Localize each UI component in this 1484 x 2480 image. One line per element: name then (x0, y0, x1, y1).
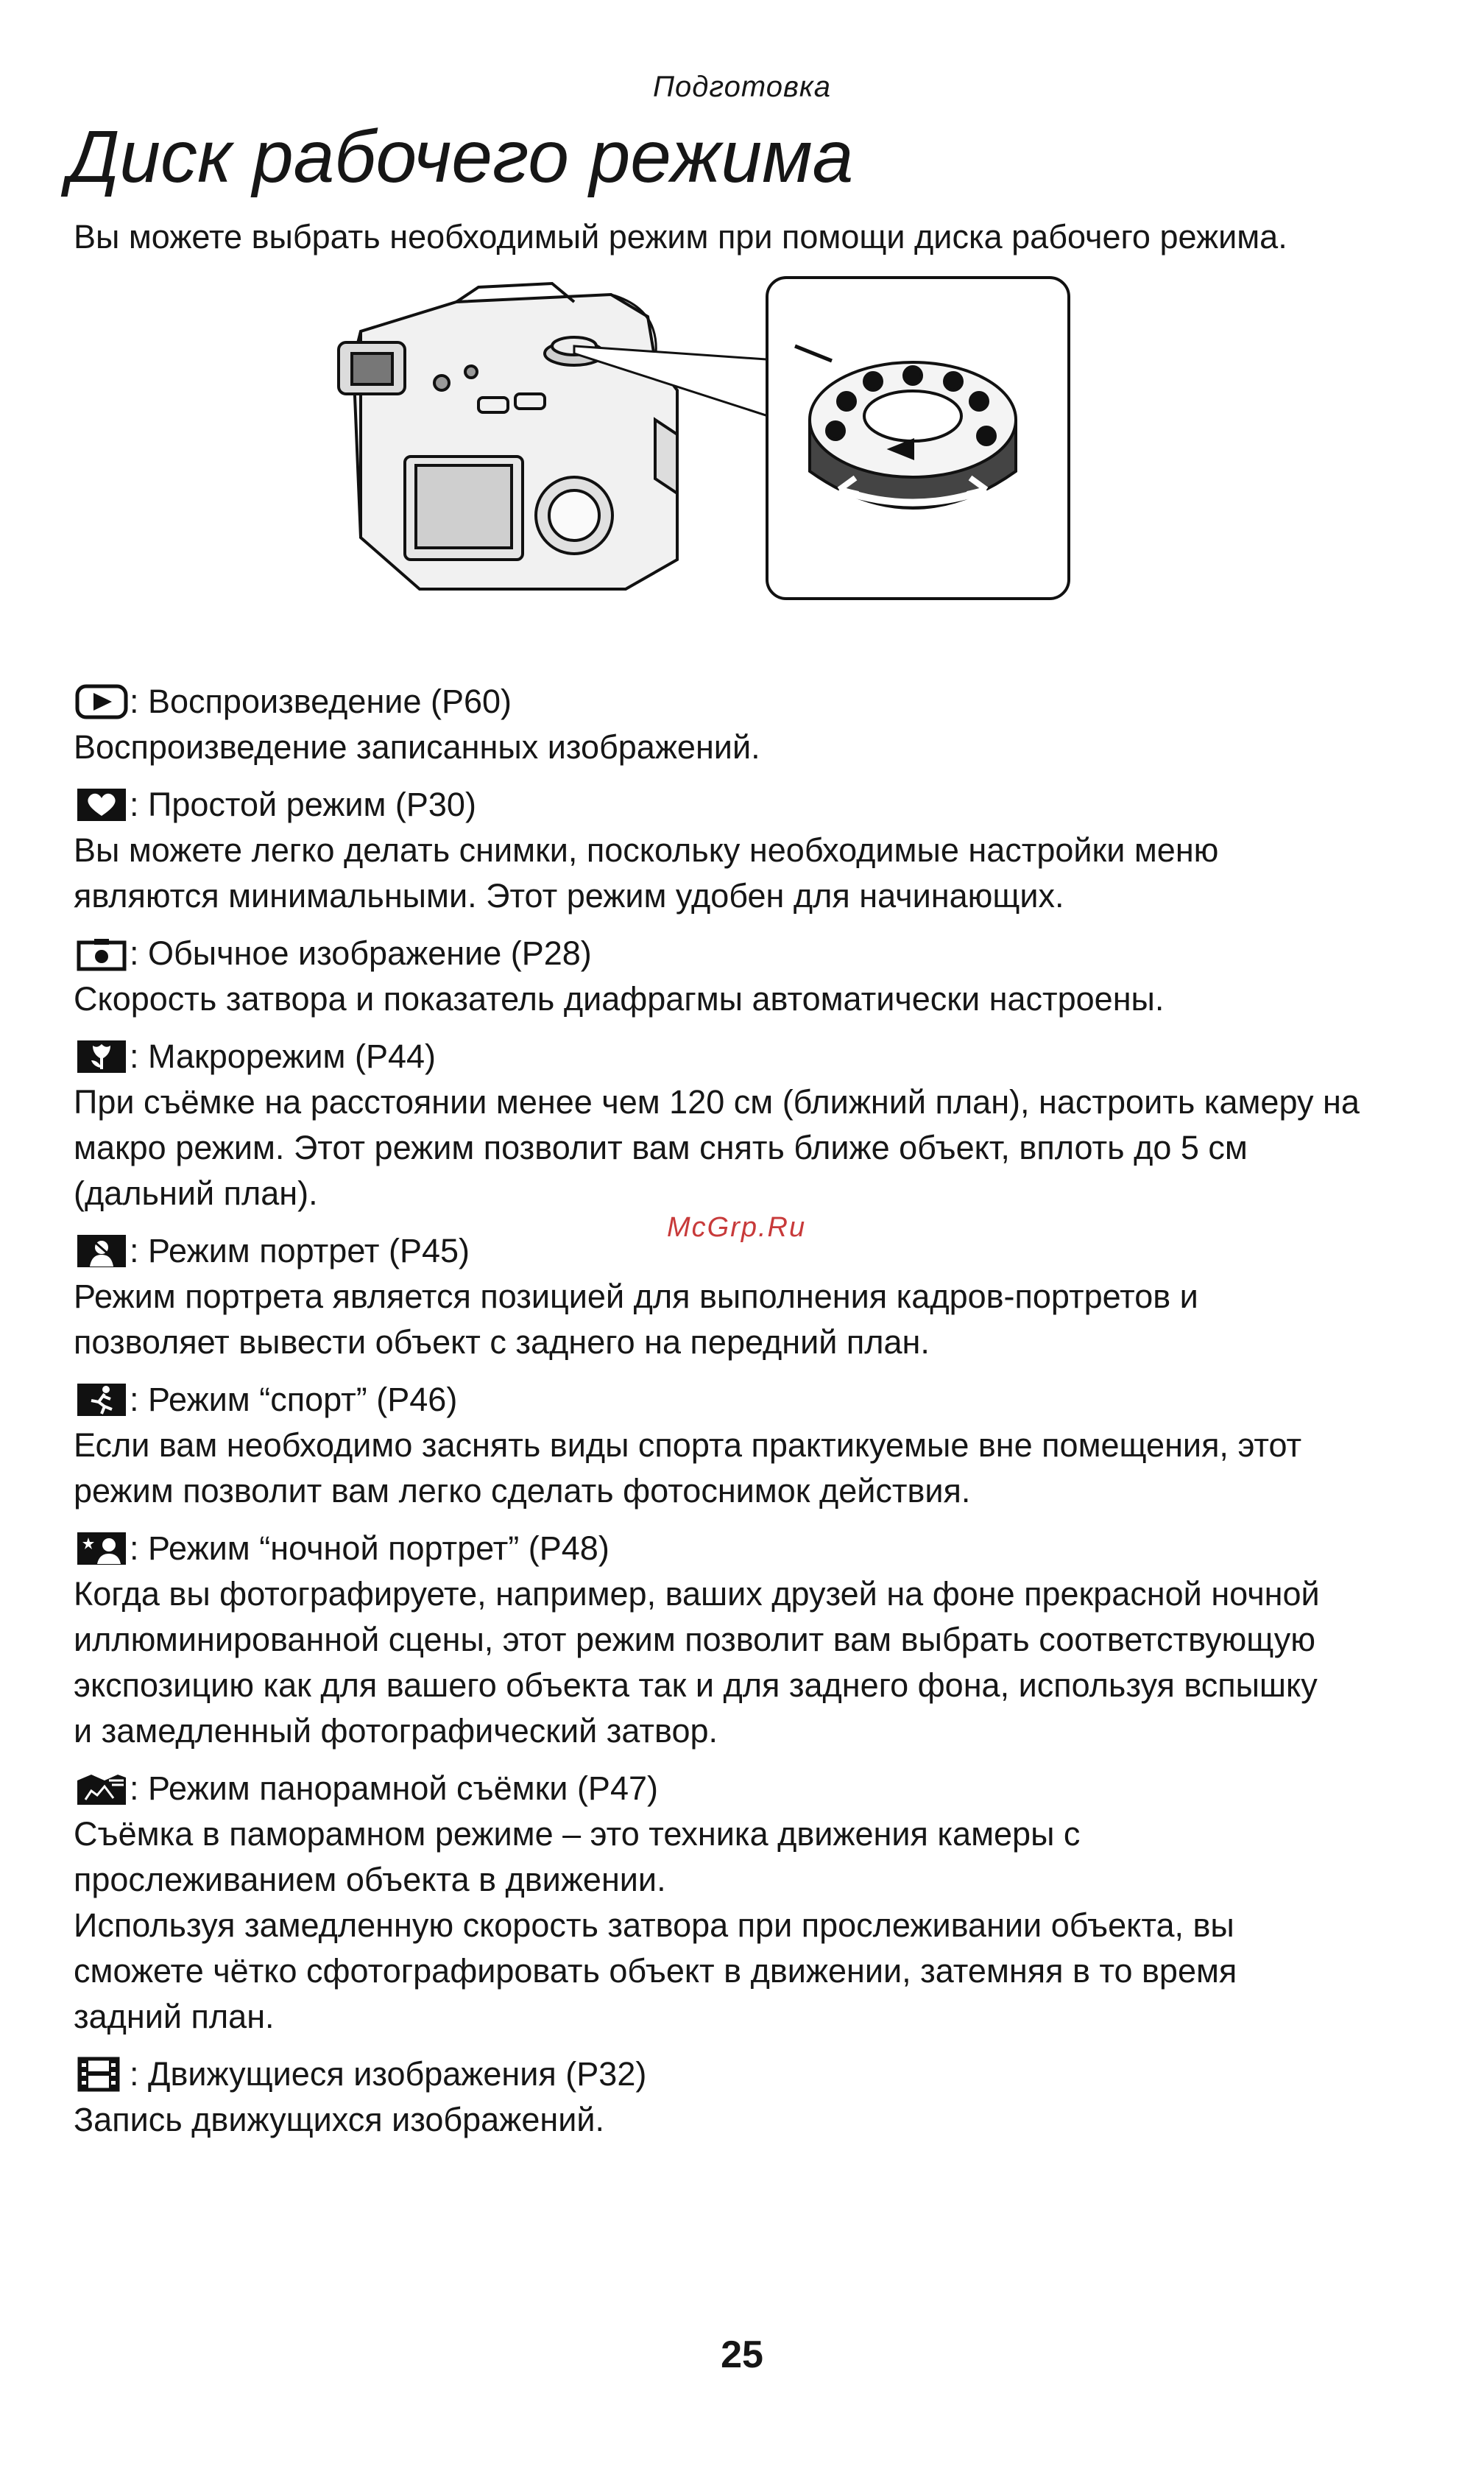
mode-description-line: Вы можете легко делать снимки, поскольку необходимые настройки меню (74, 831, 1219, 869)
mode-entry-macro (74, 1034, 1443, 1216)
movie-film-icon (74, 2055, 130, 2093)
page-title: Диск рабочего режима (68, 116, 854, 198)
mode-title: : Режим “ночной портрет” (P48) (130, 1529, 610, 1567)
mode-entry-night-portrait (74, 1526, 1443, 1754)
camera-icon (339, 283, 677, 589)
mode-title: : Режим “спорт” (P46) (130, 1381, 458, 1418)
mode-description-line: Съёмка в паморамном режиме – это техника движения камеры с (74, 1815, 1081, 1853)
mode-description-line: Режим портрета является позицией для выполнения кадров-портретов и (74, 1278, 1198, 1315)
mode-entry-portrait (74, 1228, 1443, 1365)
mode-description-line: (дальний план). (74, 1174, 318, 1212)
heart-icon (74, 786, 130, 824)
mode-entry-movie (74, 2051, 1443, 2143)
mode-description-line: Когда вы фотографируете, например, ваших друзей на фоне прекрасной ночной (74, 1575, 1320, 1613)
mode-title: : Движущиеся изображения (P32) (130, 2055, 647, 2093)
mode-title: : Простой режим (P30) (130, 786, 476, 823)
mode-description-line: и замедленный фотографический затвор. (74, 1712, 718, 1750)
sport-runner-icon (74, 1381, 130, 1419)
mode-description-line: экспозицию как для вашего объекта так и для заднего фона, используя вспышку (74, 1666, 1318, 1704)
mode-entry-playback (74, 679, 1443, 770)
mode-title: : Режим панорамной съёмки (P47) (130, 1769, 658, 1807)
mode-description-line: макро режим. Этот режим позволит вам снять ближе объект, вплоть до 5 см (74, 1129, 1248, 1166)
mode-description-line: позволяет вывести объект с заднего на передний план. (74, 1323, 930, 1361)
intro-text: Вы можете выбрать необходимый режим при помощи диска рабочего режима. (74, 218, 1287, 256)
mode-title: : Режим портрет (P45) (130, 1232, 470, 1269)
page-number: 25 (721, 2333, 763, 2376)
mode-description-line: задний план. (74, 1998, 275, 2035)
mode-entry-simple (74, 782, 1443, 919)
mode-entry-panning (74, 1766, 1443, 2040)
section-label: Подготовка (653, 71, 831, 103)
mode-list (74, 679, 1443, 2143)
camera-icon (74, 934, 130, 973)
mode-title: : Обычное изображение (P28) (130, 934, 592, 972)
mode-description-line: иллюминированной сцены, этот режим позволит вам выбрать соответствующую (74, 1621, 1316, 1658)
mode-description-line: Используя замедленную скорость затвора при прослеживании объекта, вы (74, 1906, 1234, 1944)
night-portrait-icon (74, 1529, 130, 1568)
mode-description-line: При съёмке на расстоянии менее чем 120 см (ближний план), настроить камеру на (74, 1083, 1360, 1121)
watermark: McGrp.Ru (667, 1212, 807, 1243)
playback-icon (74, 683, 130, 721)
mode-description-line: Если вам необходимо заснять виды спорта практикуемые вне помещения, этот (74, 1426, 1302, 1464)
mode-description-line: Запись движущихся изображений. (74, 2101, 604, 2138)
mode-title: : Воспроизведение (P60) (130, 683, 512, 720)
mode-description-line: являются минимальными. Этот режим удобен для начинающих. (74, 877, 1064, 915)
panning-icon (74, 1769, 130, 1808)
portrait-icon (74, 1232, 130, 1270)
mode-title: : Макрорежим (P44) (130, 1038, 437, 1075)
mode-description-line: прослеживанием объекта в движении. (74, 1861, 666, 1898)
mode-entry-sport (74, 1377, 1443, 1514)
mode-entry-normal-picture (74, 931, 1443, 1022)
camera-mode-dial-illustration (331, 272, 1170, 611)
mode-description-line: режим позволит вам легко сделать фотоснимок действия. (74, 1472, 971, 1510)
mode-description-line: Воспроизведение записанных изображений. (74, 728, 760, 766)
macro-flower-icon (74, 1038, 130, 1076)
mode-description-line: Скорость затвора и показатель диафрагмы автоматически настроены. (74, 980, 1165, 1018)
mode-description-line: сможете чётко сфотографировать объект в движении, затемняя в то время (74, 1952, 1237, 1990)
